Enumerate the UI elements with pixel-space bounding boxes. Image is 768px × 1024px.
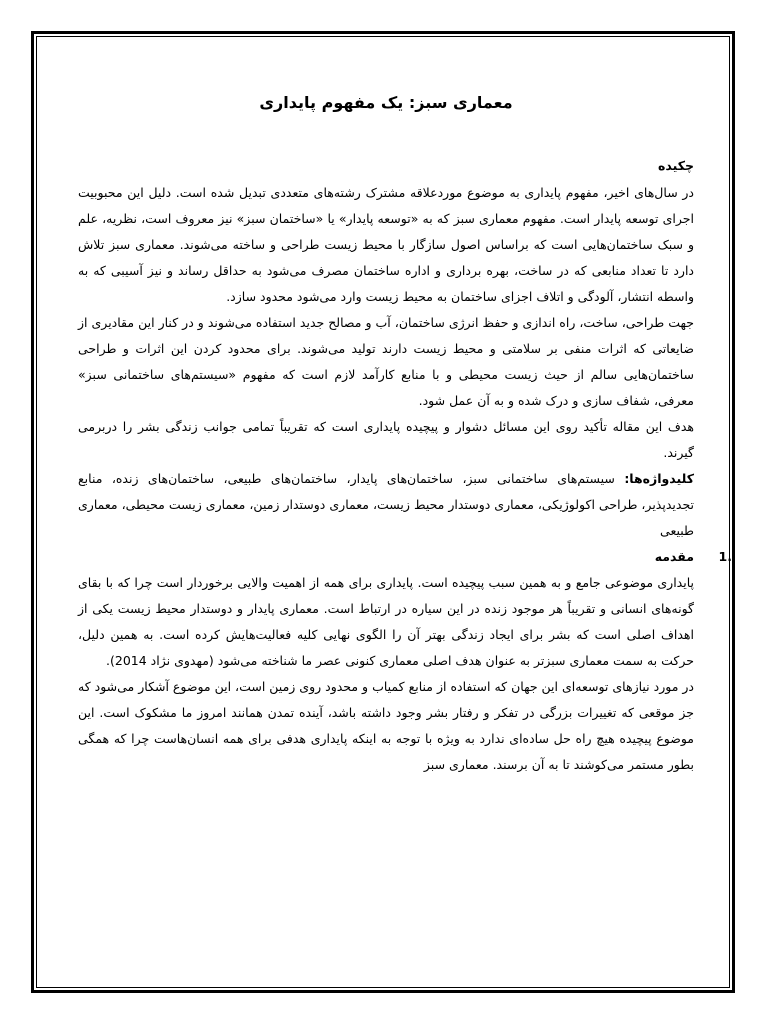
abstract-heading: چکیده xyxy=(658,158,694,173)
abstract-paragraph-3: هدف این مقاله تأکید روی این مسائل دشوار و پیچیده پایداری است که تقریباً تمامی جوانب زندگی بشر را دربرمی گیرند. xyxy=(78,419,694,460)
abstract-paragraph-2: جهت طراحی، ساخت، راه اندازی و حفظ انرژی ساختمان، آب و مصالح جدید استفاده می‌شوند و در کنار این مقادیری از ضایعاتی که اثرات منفی بر سلامتی و محیط زیست دارند تولید می‌شوند. برای محدود کردن این اثرات و طراحی ساختمان‌هایی سالم از حیث زیست محیطی و با منابع کارآمد لازم است که مفهوم «سیستم‌های ساختمانی سبز» معرفی، شفاف سازی و درک شده و به آن عمل شود. xyxy=(78,315,694,408)
section-1-heading-row xyxy=(78,544,732,570)
intro-paragraph-2: در مورد نیازهای توسعه‌ای این جهان که استفاده از منابع کمیاب و محدود روی زمین است، این موضوع آشکار می‌شود که جز موقعی که تغییرات بزرگی در تفکر و رفتار بشر وجود داشته باشد، آینده تمدن همانند امروز ما مشکوک است. این موضوع پیچیده هیچ راه حل ساده‌ای ندارد به ویژه با توجه به اینکه پایداری هدفی برای همه انسان‌هاست چرا که همگی بطور مستمر می‌کوشند تا به آن برسند. معماری سبز xyxy=(78,679,694,772)
section-heading: مقدمه xyxy=(654,549,694,564)
document-body xyxy=(78,92,732,778)
document-title: معماری سبز: یک مفهوم پایداری xyxy=(259,93,513,112)
intro-paragraph-1: پایداری موضوعی جامع و به همین سبب پیچیده است. پایداری برای همه از اهمیت والایی برخوردار است چرا که با بقای گونه‌های انسانی و تقریباً هر موجود زنده در این سیاره در ارتباط است. معماری پایدار و دوستدار محیط زیست یکی از اهداف اصلی است که بشر برای ایجاد زندگی بهتر آن را الگوی نهایی کلیه فعالیت‌هایش کرده است. به همین دلیل، حرکت به سمت معماری سبزتر به عنوان هدف اصلی معماری کنونی عصر ما شناخته می‌شود (مهدوی نژاد 2014). xyxy=(78,575,694,668)
keywords-text: سیستم‌های ساختمانی سبز، ساختمان‌های پایدار، ساختمان‌های طبیعی، ساختمان‌های زنده، منابع تجدیدپذیر، طراحی اکولوژیکی، معماری دوستدار محیط زیست، معماری دوستدار زمین، معماری زیست محیطی، معماری طبیعی xyxy=(78,471,694,538)
keywords-label: کلیدواژه‌ها: xyxy=(624,471,694,486)
keywords-paragraph xyxy=(78,466,694,544)
section-number: 1. xyxy=(718,549,732,564)
abstract-paragraph-1: در سال‌های اخیر، مفهوم پایداری به موضوع موردعلاقه مشترک رشته‌های متعددی تبدیل شده است. دلیل این محبوبیت اجرای توسعه پایدار است. مفهوم معماری سبز که به «توسعه پایدار» یا «ساختمان سبز» نیز معروف است، نظریه، علم و سبک ساختمان‌هایی است که براساس اصول سازگار با محیط زیست طراحی و ساخته می‌شوند. معماری سبز تلاش دارد تا تعداد منابعی که در ساخت، بهره برداری و اداره ساختمان مصرف می‌شود به حداقل رساند و نیز آسیبی که به واسطه انتشار، آلودگی و اتلاف اجزای ساختمان به محیط زیست وارد می‌شود محدود سازد. xyxy=(78,185,694,304)
